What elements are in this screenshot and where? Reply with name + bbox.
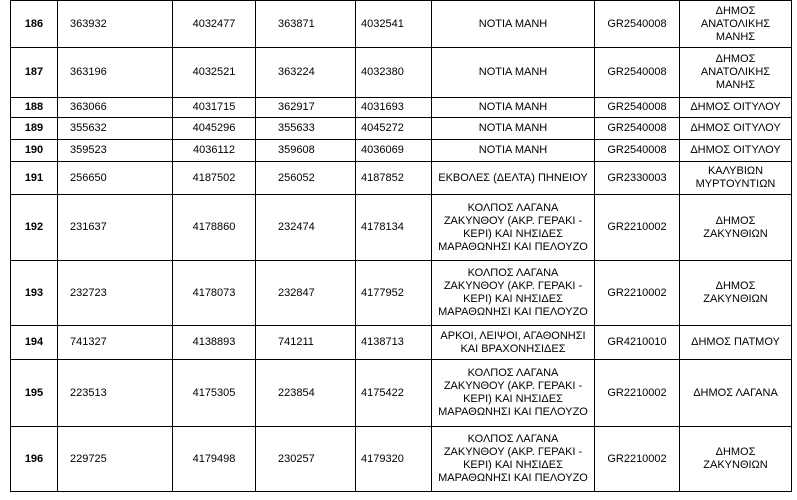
x-end-cell: 355633 xyxy=(256,118,356,140)
natura-code-cell: GR2210002 xyxy=(595,360,680,427)
x-start-cell: 231637 xyxy=(58,195,173,261)
y-end-cell: 4138713 xyxy=(356,326,432,360)
x-end-cell: 363871 xyxy=(256,1,356,48)
area-name-line: ΚΑΙ ΒΡΑΧΟΝΗΣΙΔΕΣ xyxy=(460,342,566,355)
table-row xyxy=(11,1,792,48)
y-start-cell: 4178860 xyxy=(173,195,256,261)
y-start-cell: 4138893 xyxy=(173,326,256,360)
municipality-cell xyxy=(680,360,792,427)
y-start-cell: 4179498 xyxy=(173,427,256,492)
area-name-cell xyxy=(432,118,595,140)
area-name-cell xyxy=(432,261,595,326)
area-name-cell xyxy=(432,1,595,48)
y-start-cell: 4045296 xyxy=(173,118,256,140)
table-row xyxy=(11,326,792,360)
area-name-cell xyxy=(432,360,595,427)
municipality-line: ΔΗΜΟΣ ΖΑΚΥΝΘΙΩΝ xyxy=(703,214,768,240)
municipality-cell xyxy=(680,427,792,492)
area-name-line: ΜΑΡΑΘΩΝΗΣΙ ΚΑΙ ΠΕΛΟΥΖΟ xyxy=(438,306,588,318)
municipality-line: ΜΑΝΗΣ xyxy=(715,30,756,43)
natura-code-cell: GR2210002 xyxy=(595,195,680,261)
x-start-cell: 359523 xyxy=(58,140,173,162)
y-end-cell: 4045272 xyxy=(356,118,432,140)
area-name-line: ΚΕΡΙ) ΚΑΙ ΝΗΣΙΔΕΣ xyxy=(463,393,563,405)
natura-code-cell: GR4210010 xyxy=(595,326,680,360)
x-end-cell: 232847 xyxy=(256,261,356,326)
y-end-cell: 4179320 xyxy=(356,427,432,492)
area-name-line: ΝΟΤΙΑ ΜΑΝΗ xyxy=(478,122,548,134)
row-number-cell: 196 xyxy=(11,427,58,492)
area-name-line: ΝΟΤΙΑ ΜΑΝΗ xyxy=(478,144,548,156)
area-name-cell xyxy=(432,140,595,162)
row-number-cell: 189 xyxy=(11,118,58,140)
x-start-cell: 363066 xyxy=(58,98,173,118)
municipality-cell xyxy=(680,1,792,48)
x-end-cell: 230257 xyxy=(256,427,356,492)
area-name-cell xyxy=(432,427,595,492)
natura-code-cell: GR2540008 xyxy=(595,48,680,98)
area-name-line: ΚΕΡΙ) ΚΑΙ ΝΗΣΙΔΕΣ xyxy=(463,459,563,471)
area-name-cell xyxy=(432,326,595,360)
table-row xyxy=(11,195,792,261)
municipality-line: ΔΗΜΟΣ ΟΙΤΥΛΟΥ xyxy=(690,101,781,113)
municipality-cell xyxy=(680,140,792,162)
municipality-line: ΜΥΡΤΟΥΝΤΙΩΝ xyxy=(695,178,776,190)
area-name-line: ΚΟΛΠΟΣ ΛΑΓΑΝΑ xyxy=(467,267,559,279)
municipality-cell xyxy=(680,162,792,195)
y-end-cell: 4177952 xyxy=(356,261,432,326)
table-row xyxy=(11,48,792,98)
municipality-cell xyxy=(680,195,792,261)
x-start-cell: 741327 xyxy=(58,326,173,360)
y-start-cell: 4032477 xyxy=(173,1,256,48)
area-name-line: ΚΕΡΙ) ΚΑΙ ΝΗΣΙΔΕΣ xyxy=(463,227,563,240)
municipality-line: ΔΗΜΟΣ ΟΙΤΥΛΟΥ xyxy=(690,122,781,134)
municipality-line: ΔΗΜΟΣ ΖΑΚΥΝΘΙΩΝ xyxy=(703,280,768,305)
x-start-cell: 363196 xyxy=(58,48,173,98)
municipality-cell xyxy=(680,326,792,360)
y-end-cell: 4032380 xyxy=(356,48,432,98)
row-number-cell: 187 xyxy=(11,48,58,98)
municipality-line: ΔΗΜΟΣ ΛΑΓΑΝΑ xyxy=(693,386,778,399)
row-number-cell: 190 xyxy=(11,140,58,162)
y-end-cell: 4031693 xyxy=(356,98,432,118)
x-end-cell: 362917 xyxy=(256,98,356,118)
x-end-cell: 363224 xyxy=(256,48,356,98)
x-end-cell: 359608 xyxy=(256,140,356,162)
municipality-line: ΔΗΜΟΣ ΖΑΚΥΝΘΙΩΝ xyxy=(703,446,768,471)
area-name-line: ΑΡΚΟΙ, ΛΕΙΨΟΙ, ΑΓΑΘΟΝΗΣΙ xyxy=(440,329,586,342)
natura-code-cell: GR2540008 xyxy=(595,140,680,162)
area-name-line: ΚΟΛΠΟΣ ΛΑΓΑΝΑ xyxy=(467,367,559,379)
area-name-line: ΚΟΛΠΟΣ ΛΑΓΑΝΑ xyxy=(467,201,559,214)
municipality-cell xyxy=(680,48,792,98)
y-start-cell: 4175305 xyxy=(173,360,256,427)
x-start-cell: 355632 xyxy=(58,118,173,140)
municipality-line: ΔΗΜΟΣ xyxy=(715,53,756,65)
table-row xyxy=(11,261,792,326)
area-name-cell xyxy=(432,162,595,195)
x-start-cell: 223513 xyxy=(58,360,173,427)
y-start-cell: 4178073 xyxy=(173,261,256,326)
x-end-cell: 223854 xyxy=(256,360,356,427)
area-name-line: ΝΟΤΙΑ ΜΑΝΗ xyxy=(478,66,548,78)
area-name-line: ΜΑΡΑΘΩΝΗΣΙ ΚΑΙ ΠΕΛΟΥΖΟ xyxy=(438,472,588,484)
municipality-line: ΔΗΜΟΣ ΠΑΤΜΟΥ xyxy=(691,336,780,348)
x-end-cell: 232474 xyxy=(256,195,356,261)
row-number-cell: 186 xyxy=(11,1,58,48)
area-name-line: ΝΟΤΙΑ ΜΑΝΗ xyxy=(478,17,548,30)
row-number-cell: 195 xyxy=(11,360,58,427)
area-name-line: ΖΑΚΥΝΘΟΥ (ΑΚΡ. ΓΕΡΑΚΙ - xyxy=(443,446,583,458)
natura-code-cell: GR2210002 xyxy=(595,261,680,326)
municipality-line: ΜΑΝΗΣ xyxy=(715,79,756,91)
natura-code-cell: GR2540008 xyxy=(595,118,680,140)
data-table xyxy=(10,0,792,492)
row-number-cell: 192 xyxy=(11,195,58,261)
area-name-line: ΖΑΚΥΝΘΟΥ (ΑΚΡ. ΓΕΡΑΚΙ - xyxy=(443,380,583,392)
area-name-line: ΝΟΤΙΑ ΜΑΝΗ xyxy=(478,101,548,113)
y-start-cell: 4036112 xyxy=(173,140,256,162)
y-start-cell: 4032521 xyxy=(173,48,256,98)
area-name-cell xyxy=(432,48,595,98)
x-start-cell: 229725 xyxy=(58,427,173,492)
municipality-line: ΚΑΛΥΒΙΩΝ xyxy=(707,165,764,177)
x-start-cell: 256650 xyxy=(58,162,173,195)
table-row xyxy=(11,427,792,492)
municipality-line: ΔΗΜΟΣ ΟΙΤΥΛΟΥ xyxy=(690,144,781,156)
natura-code-cell: GR2330003 xyxy=(595,162,680,195)
municipality-line: ΔΗΜΟΣ xyxy=(715,4,756,17)
area-name-cell xyxy=(432,195,595,261)
municipality-line: ΑΝΑΤΟΛΙΚΗΣ xyxy=(700,17,771,30)
area-name-line: ΖΑΚΥΝΘΟΥ (ΑΚΡ. ΓΕΡΑΚΙ - xyxy=(443,280,583,292)
x-start-cell: 232723 xyxy=(58,261,173,326)
natura-code-cell: GR2540008 xyxy=(595,1,680,48)
natura-code-cell: GR2540008 xyxy=(595,98,680,118)
y-end-cell: 4187852 xyxy=(356,162,432,195)
row-number-cell: 193 xyxy=(11,261,58,326)
area-name-line: ΚΟΛΠΟΣ ΛΑΓΑΝΑ xyxy=(467,433,559,445)
x-end-cell: 741211 xyxy=(256,326,356,360)
x-end-cell: 256052 xyxy=(256,162,356,195)
area-name-line: ΖΑΚΥΝΘΟΥ (ΑΚΡ. ΓΕΡΑΚΙ - xyxy=(443,214,583,227)
y-start-cell: 4031715 xyxy=(173,98,256,118)
area-name-line: ΜΑΡΑΘΩΝΗΣΙ ΚΑΙ ΠΕΛΟΥΖΟ xyxy=(438,406,588,418)
row-number-cell: 194 xyxy=(11,326,58,360)
y-end-cell: 4175422 xyxy=(356,360,432,427)
municipality-cell xyxy=(680,261,792,326)
y-end-cell: 4032541 xyxy=(356,1,432,48)
area-name-line: ΕΚΒΟΛΕΣ (ΔΕΛΤΑ) ΠΗΝΕΙΟΥ xyxy=(438,171,588,184)
x-start-cell: 363932 xyxy=(58,1,173,48)
y-end-cell: 4036069 xyxy=(356,140,432,162)
area-name-line: ΜΑΡΑΘΩΝΗΣΙ ΚΑΙ ΠΕΛΟΥΖΟ xyxy=(438,240,588,253)
table-row xyxy=(11,118,792,140)
table-row xyxy=(11,140,792,162)
area-name-line: ΚΕΡΙ) ΚΑΙ ΝΗΣΙΔΕΣ xyxy=(463,293,563,305)
municipality-line: ΑΝΑΤΟΛΙΚΗΣ xyxy=(700,66,771,78)
table-row xyxy=(11,98,792,118)
row-number-cell: 191 xyxy=(11,162,58,195)
y-end-cell: 4178134 xyxy=(356,195,432,261)
area-name-cell xyxy=(432,98,595,118)
municipality-cell xyxy=(680,98,792,118)
row-number-cell: 188 xyxy=(11,98,58,118)
municipality-cell xyxy=(680,118,792,140)
natura-code-cell: GR2210002 xyxy=(595,427,680,492)
table-row xyxy=(11,360,792,427)
y-start-cell: 4187502 xyxy=(173,162,256,195)
table-row xyxy=(11,162,792,195)
